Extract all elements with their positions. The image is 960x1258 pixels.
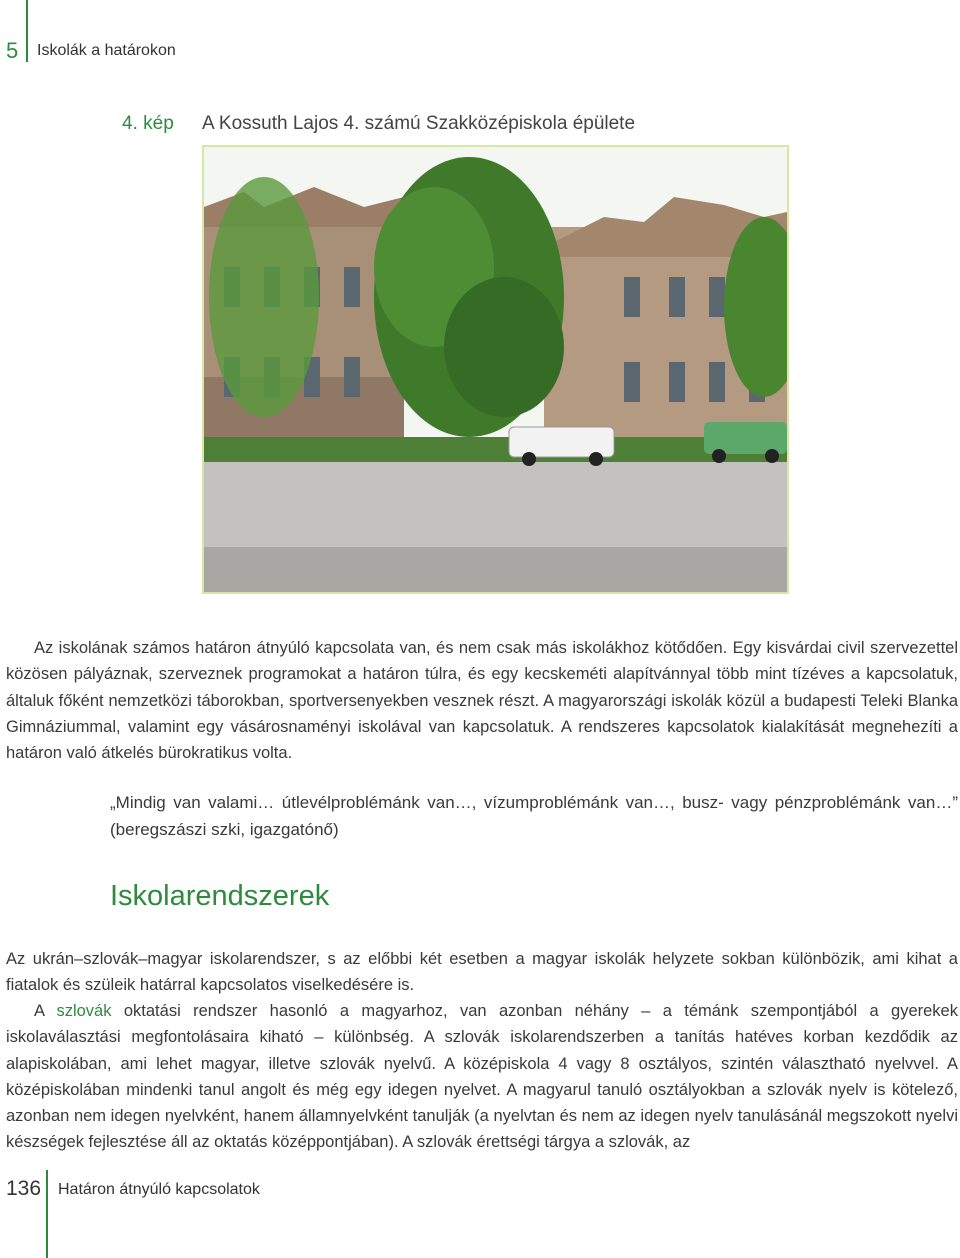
footer-book-title: Határon átnyúló kapcsolatok [58,1181,260,1198]
body-paragraph-3 [6,998,958,1156]
header-rule [26,0,28,62]
chapter-title: Iskolák a határokon [37,42,176,59]
body-paragraph-1: Az iskolának számos határon átnyúló kapcsolata van, és nem csak más iskolákhoz kötődően. Egy kisvárdai civil szervezettel közösen pályáznak, szerveznek programokat a határon túlra, és egy kecskeméti alapítvánnyal több mint tízéves a kapcsolatuk, általuk főként nemzetközi táborokban, sportversenyekben vesznek részt. A magyarországi iskolák közül a budapesti Teleki Blanka Gimnáziummal, valamint egy vásárosnaményi iskolával van kapcsolatuk. A rendszeres kapcsolatok kialakítását megnehezíti a határon való átkelés bürokratikus volta. [6,639,958,763]
footer-rule [46,1170,48,1258]
paragraph-3-prefix: A [34,1002,57,1020]
figure-label: 4. kép [122,113,174,134]
figure-caption: A Kossuth Lajos 4. számú Szakközépiskola épülete [202,113,636,134]
interview-quote: „Mindig van valami… útlevélproblémánk van…, vízumproblémánk van…, busz- vagy pénzproblémánk van…” (beregszászi szki, igazgatónő) [110,793,958,839]
body-paragraph-2: Az ukrán–szlovák–magyar iskolarendszer, s az előbbi két esetben a magyar iskolák helyzete sokban különbözik, ami kihat a fiatalok és szüleik határral kapcsolatos viselkedésére is. [6,950,958,995]
paragraph-3-rest: oktatási rendszer hasonló a magyarhoz, van azonban néhány – a témánk szempontjából a gyerekek iskolaválasztási megfontolásaira kiható – különbség. A szlovák iskolarendszerben a tanítás hatéves korban kezdődik az alapiskolában, ami lehet magyar, illetve szlovák nyelvű. A középiskola 4 vagy 8 osztályos, szintén választható nyelvvel. A középiskolában mindenki tanul angolt és még egy idegen nyelvet. A magyarul tanuló osztályokban a szlovák nyelv is kötelező, azonban nem idegen nyelvként, hanem államnyelvként tanulják (a nyelvtan és nem az idegen nyelv tanulásánál megszokott nyelvi készségek fejlesztése áll az oktatás középpontjában). A szlovák érettségi tárgya a szlovák, az [6,1002,958,1152]
school-building-photo [202,145,789,594]
highlighted-term: szlovák [56,1002,112,1020]
section-title: Iskolarendszerek [110,880,330,912]
chapter-number: 5 [6,38,19,63]
page-number: 136 [6,1177,42,1200]
